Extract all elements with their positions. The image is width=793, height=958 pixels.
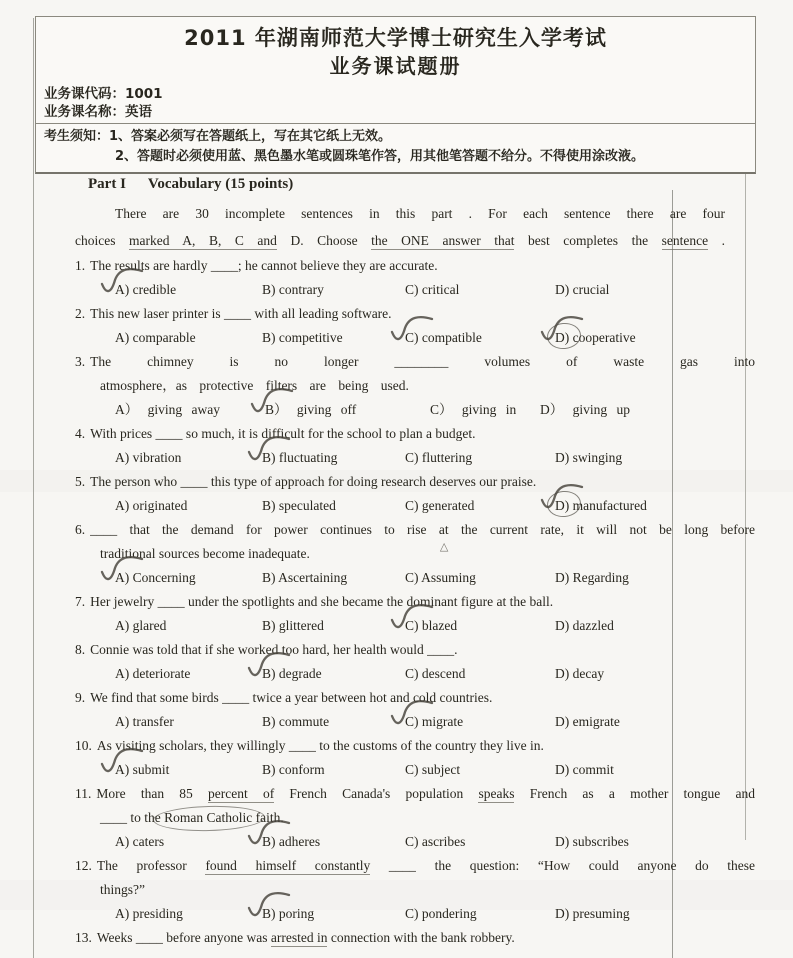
option-c: C) critical xyxy=(405,278,555,302)
option-label: D) xyxy=(555,282,570,297)
question-number: 9. xyxy=(75,690,86,705)
text-segment: With prices ____ so much, it is difficult for the school to plan a budget. xyxy=(90,426,476,441)
text-segment: D. Choose xyxy=(276,233,372,248)
text-segment: faith. xyxy=(252,810,284,825)
option-b: B) degrade xyxy=(262,662,405,686)
question-item xyxy=(75,734,765,782)
option-label: B) xyxy=(262,662,276,686)
course-meta xyxy=(36,80,755,124)
option-b: B) commute xyxy=(262,710,405,734)
part-title: Vocabulary (15 points) xyxy=(147,176,294,192)
part-heading xyxy=(88,176,765,193)
option-label: A) xyxy=(115,758,129,782)
course-code-row xyxy=(44,85,747,103)
option-label: A) xyxy=(115,714,130,729)
options-row xyxy=(115,758,759,782)
option-label: D) xyxy=(555,666,570,681)
pencil-underlined-text: speaks xyxy=(478,786,515,801)
text-segment: things?” xyxy=(100,882,145,897)
option-d: D) cooperative xyxy=(555,326,759,350)
pencil-underlined-text: arrested in xyxy=(270,930,328,945)
option-label: C） xyxy=(430,402,453,417)
option-c: C) descend xyxy=(405,662,555,686)
option-label: C) xyxy=(405,762,419,777)
option-c: C) subject xyxy=(405,758,555,782)
option-label: D) xyxy=(555,618,570,633)
option-b: B) fluctuating xyxy=(262,446,405,470)
question-text-line xyxy=(75,302,755,326)
question-item xyxy=(75,350,765,422)
option-label: B) xyxy=(262,830,276,854)
question-text-line xyxy=(75,374,755,398)
question-item xyxy=(75,302,765,350)
pen-circled-text: Roman Catholic xyxy=(164,810,253,825)
option-c: C) pondering xyxy=(405,902,555,926)
question-item xyxy=(75,254,765,302)
text-segment: More than 85 xyxy=(96,786,209,801)
text-segment: There are 30 incomplete sentences in this part . For each sentence there are four xyxy=(115,206,725,221)
option-label: D) xyxy=(555,570,570,585)
option-c: C） giving in xyxy=(430,398,540,422)
option-d: D) presuming xyxy=(555,902,759,926)
question-text-line xyxy=(75,854,755,878)
notice-rule-1: 1、答案必须写在答题纸上，写在其它纸上无效。 xyxy=(109,129,392,144)
pencil-underlined-text: found himself constantly xyxy=(205,858,371,873)
text-segment: atmosphere，as protective filters are being used. xyxy=(100,378,409,393)
question-item xyxy=(75,854,765,926)
option-b: B) competitive xyxy=(262,326,405,350)
option-b: B） giving off xyxy=(265,398,430,422)
option-a: A) comparable xyxy=(115,326,262,350)
part-instructions xyxy=(75,200,725,254)
question-number: 2. xyxy=(75,306,86,321)
option-label: B) xyxy=(262,330,276,345)
option-d: D) commit xyxy=(555,758,759,782)
question-item xyxy=(75,638,765,686)
option-label: C) xyxy=(405,834,419,849)
option-c: C) ascribes xyxy=(405,830,555,854)
option-b: B) glittered xyxy=(262,614,405,638)
question-number: 12. xyxy=(75,858,92,873)
question-number: 8. xyxy=(75,642,86,657)
option-label: C) xyxy=(405,450,419,465)
option-label: B) xyxy=(262,498,276,513)
option-d: D) swinging xyxy=(555,446,759,470)
option-a: A) Concerning xyxy=(115,566,262,590)
option-label: A) xyxy=(115,450,130,465)
option-a: A) vibration xyxy=(115,446,262,470)
text-segment: The professor xyxy=(96,858,206,873)
option-label: B) xyxy=(262,714,276,729)
option-label: B) xyxy=(262,570,276,585)
text-segment: traditional sources become inadequate. xyxy=(100,546,310,561)
pencil-underlined-text: percent of xyxy=(208,786,275,801)
option-label: D) xyxy=(555,326,569,350)
question-item xyxy=(75,422,765,470)
question-text-line xyxy=(75,422,755,446)
option-label: C) xyxy=(405,282,419,297)
question-text-line xyxy=(75,350,755,374)
option-c: C) migrate xyxy=(405,710,555,734)
text-segment: French Canada's population xyxy=(274,786,479,801)
option-a: A) presiding xyxy=(115,902,262,926)
text-segment: ____ that the demand for power continues to rise xyxy=(90,522,439,537)
question-item xyxy=(75,782,765,854)
options-row xyxy=(115,614,759,638)
option-label: A） xyxy=(115,402,139,417)
options-row xyxy=(115,446,759,470)
option-label: C) xyxy=(405,666,419,681)
exam-title: 2011 年湖南师范大学博士研究生入学考试 xyxy=(184,26,607,50)
option-b: B) conform xyxy=(262,758,405,782)
text-segment: ____ to the xyxy=(100,810,165,825)
text-segment: French as a mother tongue and xyxy=(514,786,755,801)
text-segment: The results are hardly ____; he cannot believe they are accurate. xyxy=(90,258,438,273)
option-label: D) xyxy=(555,494,569,518)
option-d: D) subscribes xyxy=(555,830,759,854)
option-label: C) xyxy=(405,326,419,350)
question-text-line xyxy=(75,470,755,494)
text-segment: As visiting scholars, they willingly ____ to the customs of the country they live in. xyxy=(96,738,544,753)
option-label: B） xyxy=(265,398,288,422)
text-segment: connection with the bank robbery. xyxy=(327,930,515,945)
option-a: A) glared xyxy=(115,614,262,638)
question-text-line xyxy=(75,542,755,566)
question-item xyxy=(75,470,765,518)
option-label: B) xyxy=(262,762,276,777)
exam-body xyxy=(75,176,765,950)
course-name-row xyxy=(44,103,747,121)
option-label: A) xyxy=(115,618,130,633)
option-label: A) xyxy=(115,498,130,513)
option-label: D) xyxy=(555,834,570,849)
option-b: B) poring xyxy=(262,902,405,926)
option-label: D） xyxy=(540,402,564,417)
question-item xyxy=(75,926,765,950)
question-number: 3. xyxy=(75,354,86,369)
option-label: C) xyxy=(405,614,419,638)
options-row xyxy=(115,566,759,590)
notice-label: 考生须知： xyxy=(44,129,110,144)
booklet-title: 业务课试题册 xyxy=(329,54,462,78)
pencil-underlined-text: sentence xyxy=(661,233,709,248)
text-segment: ____ the question: “How could anyone do these xyxy=(370,858,755,873)
question-item xyxy=(75,590,765,638)
option-c: C) blazed xyxy=(405,614,555,638)
question-number: 11. xyxy=(75,786,92,801)
options-row xyxy=(115,902,759,926)
option-label: A) xyxy=(115,834,130,849)
option-c: C) Assuming xyxy=(405,566,555,590)
option-b: B) contrary xyxy=(262,278,405,302)
part-label: Part I xyxy=(88,176,126,192)
option-label: A) xyxy=(115,906,130,921)
option-c: C) generated xyxy=(405,494,555,518)
option-a: A) originated xyxy=(115,494,262,518)
question-number: 5. xyxy=(75,474,86,489)
text-segment: the current rate, it will not be long before xyxy=(448,522,756,537)
question-text-line xyxy=(75,926,755,950)
question-number: 13. xyxy=(75,930,92,945)
course-name-value: 英语 xyxy=(125,104,152,120)
option-b: B) adheres xyxy=(262,830,405,854)
option-a: A) caters xyxy=(115,830,262,854)
text-segment: This new laser printer is ____ with all leading software. xyxy=(90,306,392,321)
option-label: A) xyxy=(115,666,130,681)
option-b: B) Ascertaining xyxy=(262,566,405,590)
text-segment: We find that some birds ____ twice a year between hot and cold countries. xyxy=(90,690,493,705)
question-number: 4. xyxy=(75,426,86,441)
text-segment: at △ xyxy=(439,522,449,537)
question-text-line xyxy=(75,638,755,662)
option-label: A) xyxy=(115,278,129,302)
text-segment: . xyxy=(708,233,726,248)
option-d: D） giving up xyxy=(540,398,759,422)
option-label: C) xyxy=(405,906,419,921)
option-d: D) decay xyxy=(555,662,759,686)
question-number: 10. xyxy=(75,738,92,753)
candidate-notice xyxy=(36,124,755,172)
exam-header-box xyxy=(35,16,756,174)
question-text-line xyxy=(75,782,755,806)
options-row xyxy=(115,830,759,854)
options-row xyxy=(115,326,759,350)
option-d: D) dazzled xyxy=(555,614,759,638)
question-text-line xyxy=(75,878,755,902)
text-segment: Connie was told that if she worked too hard, her health would ____. xyxy=(90,642,458,657)
instructions-line xyxy=(75,200,725,227)
option-label: C) xyxy=(405,710,419,734)
text-segment: best completes the xyxy=(514,233,662,248)
text-segment: Her jewelry ____ under the spotlights and she became the dominant figure at the ball. xyxy=(90,594,554,609)
question-text-line xyxy=(75,254,755,278)
option-label: D) xyxy=(555,714,570,729)
option-label: D) xyxy=(555,450,570,465)
text-segment: The chimney is no longer ________ volumes of waste gas into xyxy=(90,354,755,369)
option-a: A) submit xyxy=(115,758,262,782)
option-d: D) manufactured xyxy=(555,494,759,518)
scan-artifact-left-line xyxy=(33,18,34,958)
text-segment: choices xyxy=(75,233,130,248)
option-c: C) fluttering xyxy=(405,446,555,470)
question-number: 1. xyxy=(75,258,86,273)
option-d: D) emigrate xyxy=(555,710,759,734)
option-a: A) transfer xyxy=(115,710,262,734)
option-label: B) xyxy=(262,446,276,470)
option-label: B) xyxy=(262,902,276,926)
text-segment: The person who ____ this type of approach for doing research deserves our praise. xyxy=(90,474,537,489)
option-a: A） giving away xyxy=(115,398,265,422)
instructions-line xyxy=(75,227,725,254)
question-text-line xyxy=(75,590,755,614)
text-segment: Weeks ____ before anyone was xyxy=(96,930,271,945)
question-number: 6. xyxy=(75,522,86,537)
option-b: B) speculated xyxy=(262,494,405,518)
question-list xyxy=(75,254,765,950)
option-label: D) xyxy=(555,906,570,921)
option-label: B) xyxy=(262,282,276,297)
option-label: C) xyxy=(405,498,419,513)
question-text-line xyxy=(75,734,755,758)
notice-line-1 xyxy=(44,127,747,147)
course-code-label: 业务课代码： xyxy=(44,86,125,102)
option-label: B) xyxy=(262,618,276,633)
pencil-underlined-text: the ONE answer that xyxy=(371,233,515,248)
options-row xyxy=(115,494,759,518)
notice-line-2: 2、答题时必须使用蓝、黑色墨水笔或圆珠笔作答，用其他笔答题不给分。不得使用涂改液。 xyxy=(115,149,645,164)
options-row xyxy=(115,398,759,422)
option-d: D) crucial xyxy=(555,278,759,302)
option-a: A) credible xyxy=(115,278,262,302)
option-label: C) xyxy=(405,570,419,585)
pencil-underlined-text: marked A, B, C and xyxy=(129,233,277,248)
option-d: D) Regarding xyxy=(555,566,759,590)
options-row xyxy=(115,662,759,686)
option-a: A) deteriorate xyxy=(115,662,262,686)
course-name-label: 业务课名称： xyxy=(44,104,125,120)
question-text-line xyxy=(75,518,756,553)
question-text-line xyxy=(75,686,755,710)
options-row xyxy=(115,278,759,302)
course-code-value: 1001 xyxy=(125,86,163,102)
options-row xyxy=(115,710,759,734)
option-label: A) xyxy=(115,566,129,590)
question-item xyxy=(75,518,765,590)
question-item xyxy=(75,686,765,734)
option-c: C) compatible xyxy=(405,326,555,350)
option-label: A) xyxy=(115,330,130,345)
question-number: 7. xyxy=(75,594,86,609)
question-text-line xyxy=(75,806,755,830)
pen-doodle-mark: △ xyxy=(439,541,449,553)
option-label: D) xyxy=(555,762,570,777)
